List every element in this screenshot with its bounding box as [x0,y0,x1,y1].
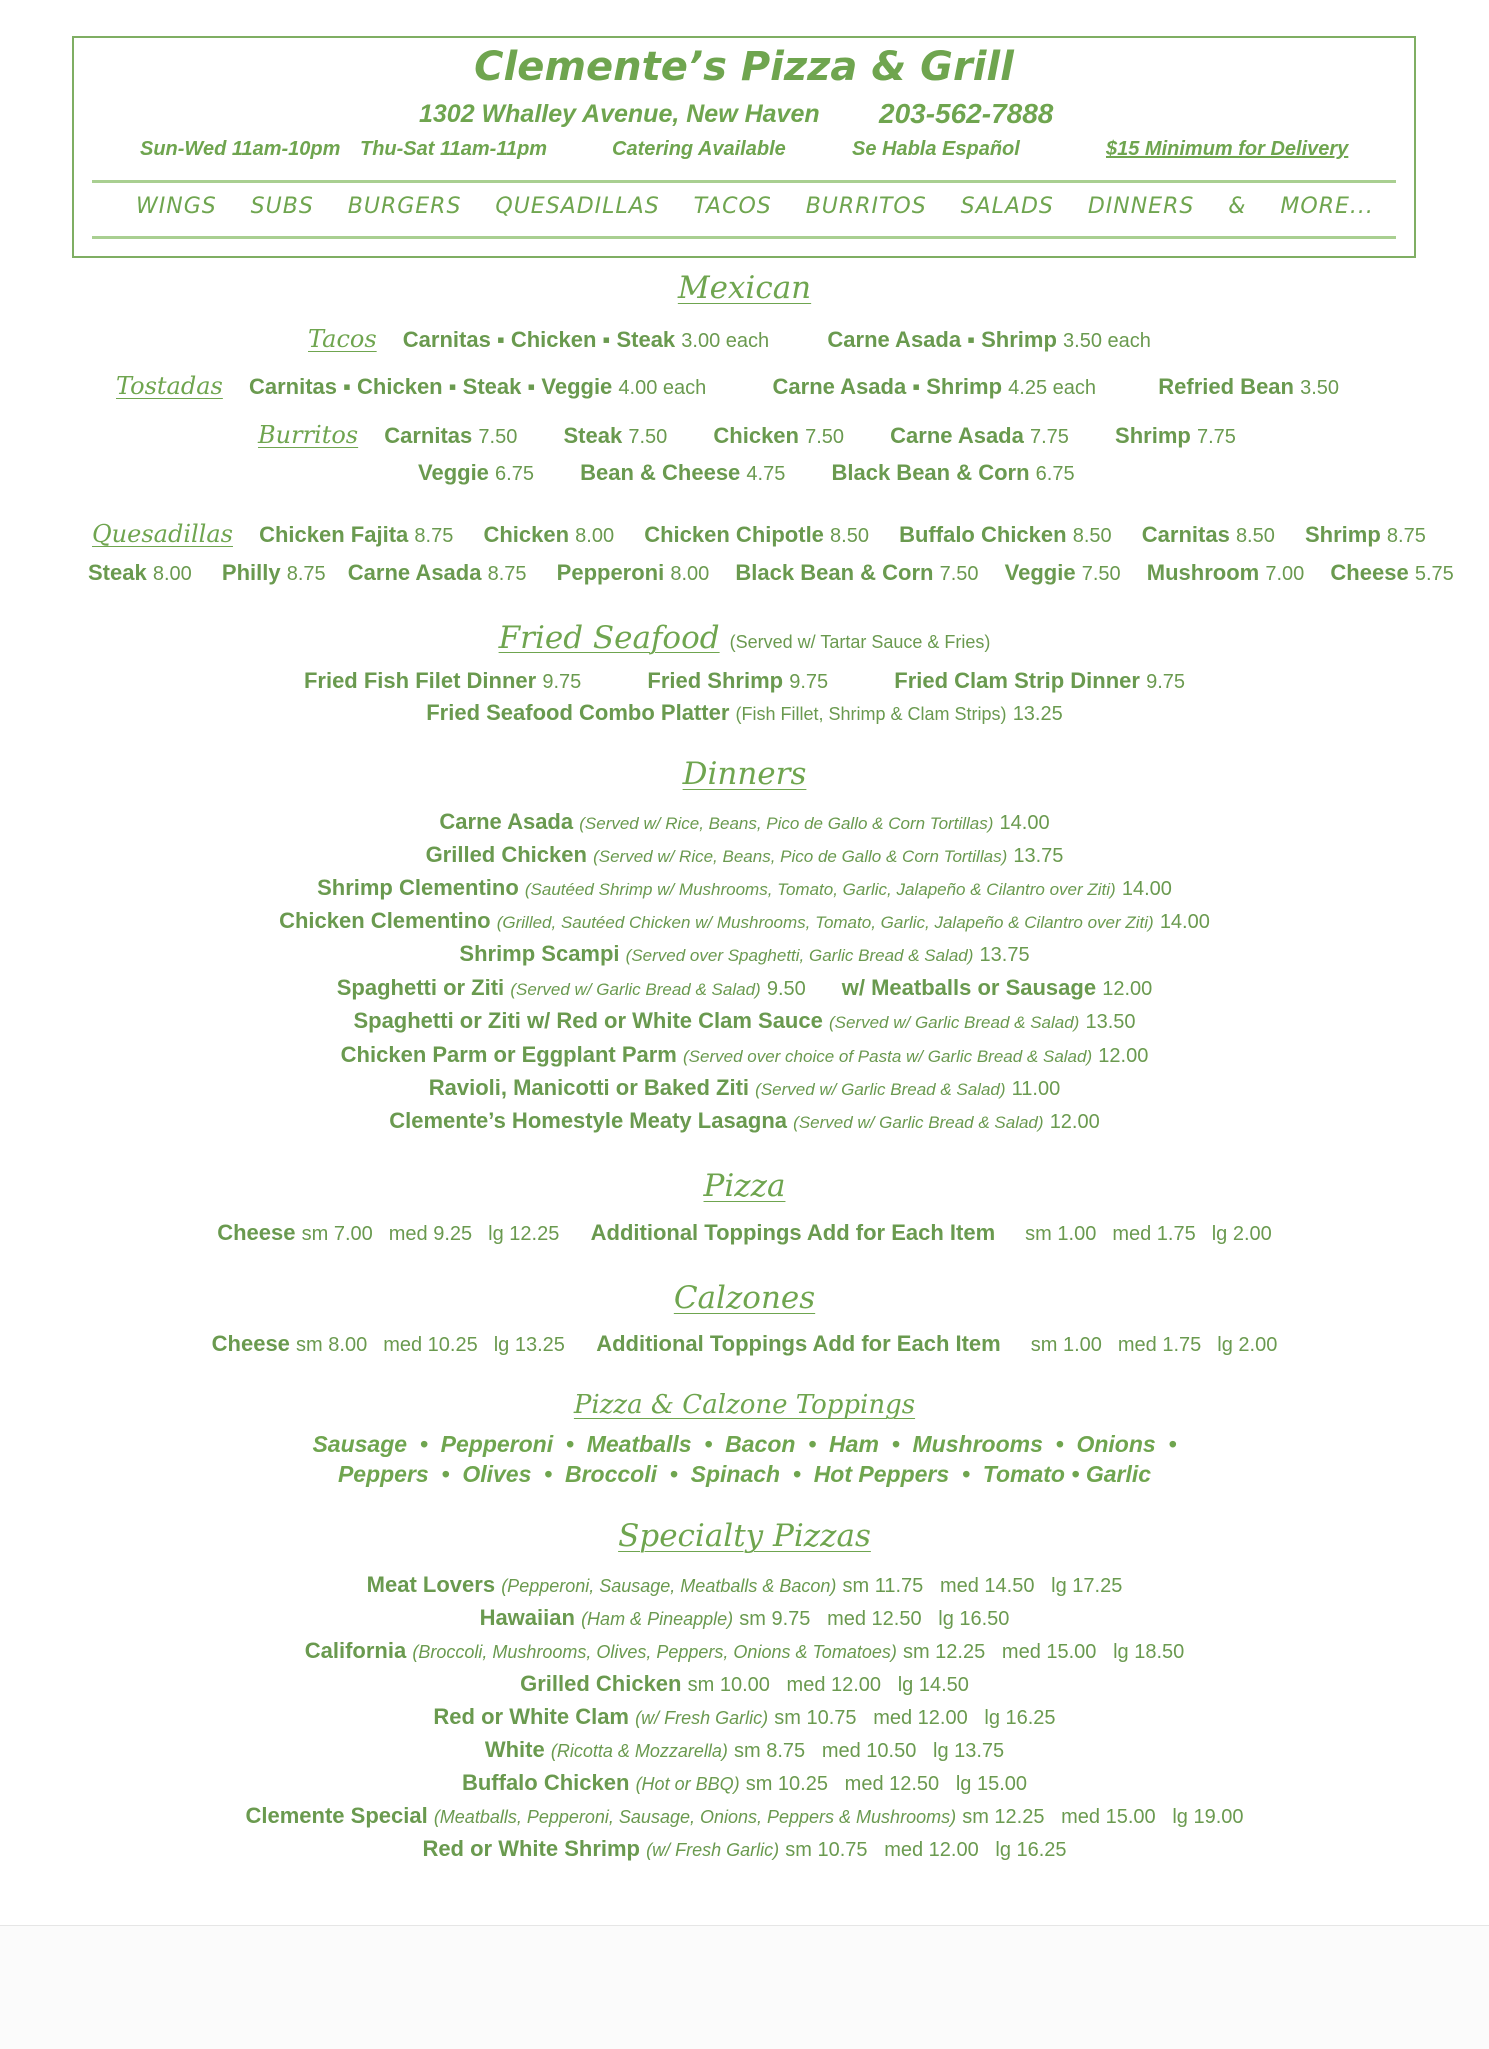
specialty-item: Clemente Special (Meatballs, Pepperoni, Sausage, Onions, Peppers & Mushrooms) sm 12.25 med 15.00 lg 19.00 [245,1803,1244,1828]
address: 1302 Whalley Avenue, New Haven [419,100,820,128]
burritos-label: Burritos [258,421,359,449]
quesadillas-line-2: Steak 8.00 Philly 8.75 Carne Asada 8.75 Pepperoni 8.00 Black Bean & Corn 7.50 Veggie 7.50 Mushroom 7.00 Cheese 5.75 [88,560,1454,585]
dinner-item: Chicken Parm or Eggplant Parm (Served over choice of Pasta w/ Garlic Bread & Salad) 12.00 [340,1042,1149,1067]
nav-more: MORE... [1280,194,1374,219]
seafood-combo: Fried Seafood Combo Platter (Fish Fillet, Shrimp & Clam Strips) 13.25 [426,700,1063,725]
burritos-line-1: Burritos Carnitas 7.50 Steak 7.50 Chicken 7.50 Carne Asada 7.75 Shrimp 7.75 [258,421,1236,449]
toppings-line-2: Peppers • Olives • Broccoli • Spinach • Hot Peppers • Tomato • Garlic [337,1461,1152,1487]
dinner-item: Ravioli, Manicotti or Baked Ziti (Served w/ Garlic Bread & Salad) 11.00 [428,1075,1061,1100]
specialty-item: White (Ricotta & Mozzarella) sm 8.75 med 10.50 lg 13.75 [484,1737,1005,1762]
nav-ampersand: & [1228,194,1247,219]
specialty-item: Hawaiian (Ham & Pineapple) sm 9.75 med 12.50 lg 16.50 [479,1605,1010,1630]
section-title-mexican: Mexican [677,270,812,306]
toppings-line-1: Sausage • Pepperoni • Meatballs • Bacon • Ham • Mushrooms • Onions • [312,1431,1177,1457]
section-title-toppings: Pizza & Calzone Toppings [573,1390,916,1420]
dinner-item: Spaghetti or Ziti w/ Red or White Clam Sauce (Served w/ Garlic Bread & Salad) 13.50 [353,1008,1136,1033]
specialty-item: Grilled Chicken sm 10.00 med 12.00 lg 14.50 [520,1671,969,1696]
section-title-specialty: Specialty Pizzas [618,1518,871,1554]
section-title-dinners: Dinners [682,756,807,792]
nav-burgers: BURGERS [347,194,462,219]
burritos-line-2: Veggie 6.75 Bean & Cheese 4.75 Black Bean & Corn 6.75 [418,460,1075,485]
nav-subs: SUBS [250,194,314,219]
tostadas-label: Tostadas [116,372,223,400]
specialty-item: Red or White Clam (w/ Fresh Garlic) sm 10.75 med 12.00 lg 16.25 [433,1704,1056,1729]
dinner-item: Shrimp Scampi (Served over Spaghetti, Garlic Bread & Salad) 13.75 [459,941,1030,966]
seafood-line-1: Fried Fish Filet Dinner 9.75 Fried Shrimp 9.75 Fried Clam Strip Dinner 9.75 [303,668,1186,693]
tacos-label: Tacos [308,325,377,353]
specialty-item: California (Broccoli, Mushrooms, Olives, Peppers, Onions & Tomatoes) sm 12.25 med 15.00 lg 18.50 [304,1638,1185,1663]
dinner-item: Spaghetti or Ziti (Served w/ Garlic Bread & Salad) 9.50 w/ Meatballs or Sausage 12.00 [336,975,1153,1000]
specialty-item: Red or White Shrimp (w/ Fresh Garlic) sm 10.75 med 12.00 lg 16.25 [422,1836,1067,1861]
spanish-note: Se Habla Español [852,138,1020,160]
catering-note: Catering Available [612,138,786,160]
dinner-item: Chicken Clementino (Grilled, Sautéed Chicken w/ Mushrooms, Tomato, Garlic, Jalapeño & Cilantro over Ziti) 14.00 [279,908,1210,933]
nav-quesadillas: QUESADILLAS [495,194,660,219]
dinner-item: Carne Asada (Served w/ Rice, Beans, Pico de Gallo & Corn Tortillas) 14.00 [439,809,1050,834]
category-nav [136,194,1374,219]
hours-thu-sat: Thu-Sat 11am-11pm [360,138,548,160]
hours-sun-wed: Sun-Wed 11am-10pm [140,138,341,160]
nav-tacos: TACOS [693,194,772,219]
quesadillas-label: Quesadillas [92,520,233,548]
delivery-minimum: $15 Minimum for Delivery [1106,138,1349,160]
tacos-line: Tacos Carnitas ▪ Chicken ▪ Steak 3.00 each Carne Asada ▪ Shrimp 3.50 each [308,325,1151,353]
quesadillas-line-1: Quesadillas Chicken Fajita 8.75 Chicken 8.00 Chicken Chipotle 8.50 Buffalo Chicken 8.50 Carnitas 8.50 Shrimp 8.75 [92,520,1426,548]
calzone-cheese-line: Cheese sm 8.00 med 10.25 lg 13.25 Additional Toppings Add for Each Item sm 1.00 med 1.75 lg 2.00 [211,1331,1278,1356]
dinner-item: Clemente’s Homestyle Meaty Lasagna (Served w/ Garlic Bread & Salad) 12.00 [389,1108,1100,1133]
section-title-seafood: Fried Seafood (Served w/ Tartar Sauce & Fries) [498,620,991,656]
tostadas-line: Tostadas Carnitas ▪ Chicken ▪ Steak ▪ Veggie 4.00 each Carne Asada ▪ Shrimp 4.25 each Refried Bean 3.50 [116,372,1340,400]
dinner-item: Shrimp Clementino (Sautéed Shrimp w/ Mushrooms, Tomato, Garlic, Jalapeño & Cilantro over Ziti) 14.00 [317,875,1172,900]
section-title-calzones: Calzones [673,1280,816,1316]
specialty-item: Meat Lovers (Pepperoni, Sausage, Meatballs & Bacon) sm 11.75 med 14.50 lg 17.25 [366,1572,1123,1597]
restaurant-title: Clemente’s Pizza & Grill [474,44,1014,90]
pizza-cheese-line: Cheese sm 7.00 med 9.25 lg 12.25 Additional Toppings Add for Each Item sm 1.00 med 1.75 lg 2.00 [217,1220,1272,1245]
header-rule-bottom [92,236,1396,239]
specialty-item: Buffalo Chicken (Hot or BBQ) sm 10.25 med 12.50 lg 15.00 [461,1770,1028,1795]
nav-burritos: BURRITOS [805,194,927,219]
nav-wings: WINGS [136,194,217,219]
header-rule-top [92,180,1396,183]
dinner-item: Grilled Chicken (Served w/ Rice, Beans, Pico de Gallo & Corn Tortillas) 13.75 [425,842,1064,867]
phone-number[interactable]: 203-562-7888 [879,98,1054,129]
nav-salads: SALADS [960,194,1054,219]
section-title-pizza: Pizza [703,1168,786,1204]
scan-bottom-margin [0,1925,1489,2049]
header-box [72,36,1416,258]
nav-dinners: DINNERS [1087,194,1195,219]
